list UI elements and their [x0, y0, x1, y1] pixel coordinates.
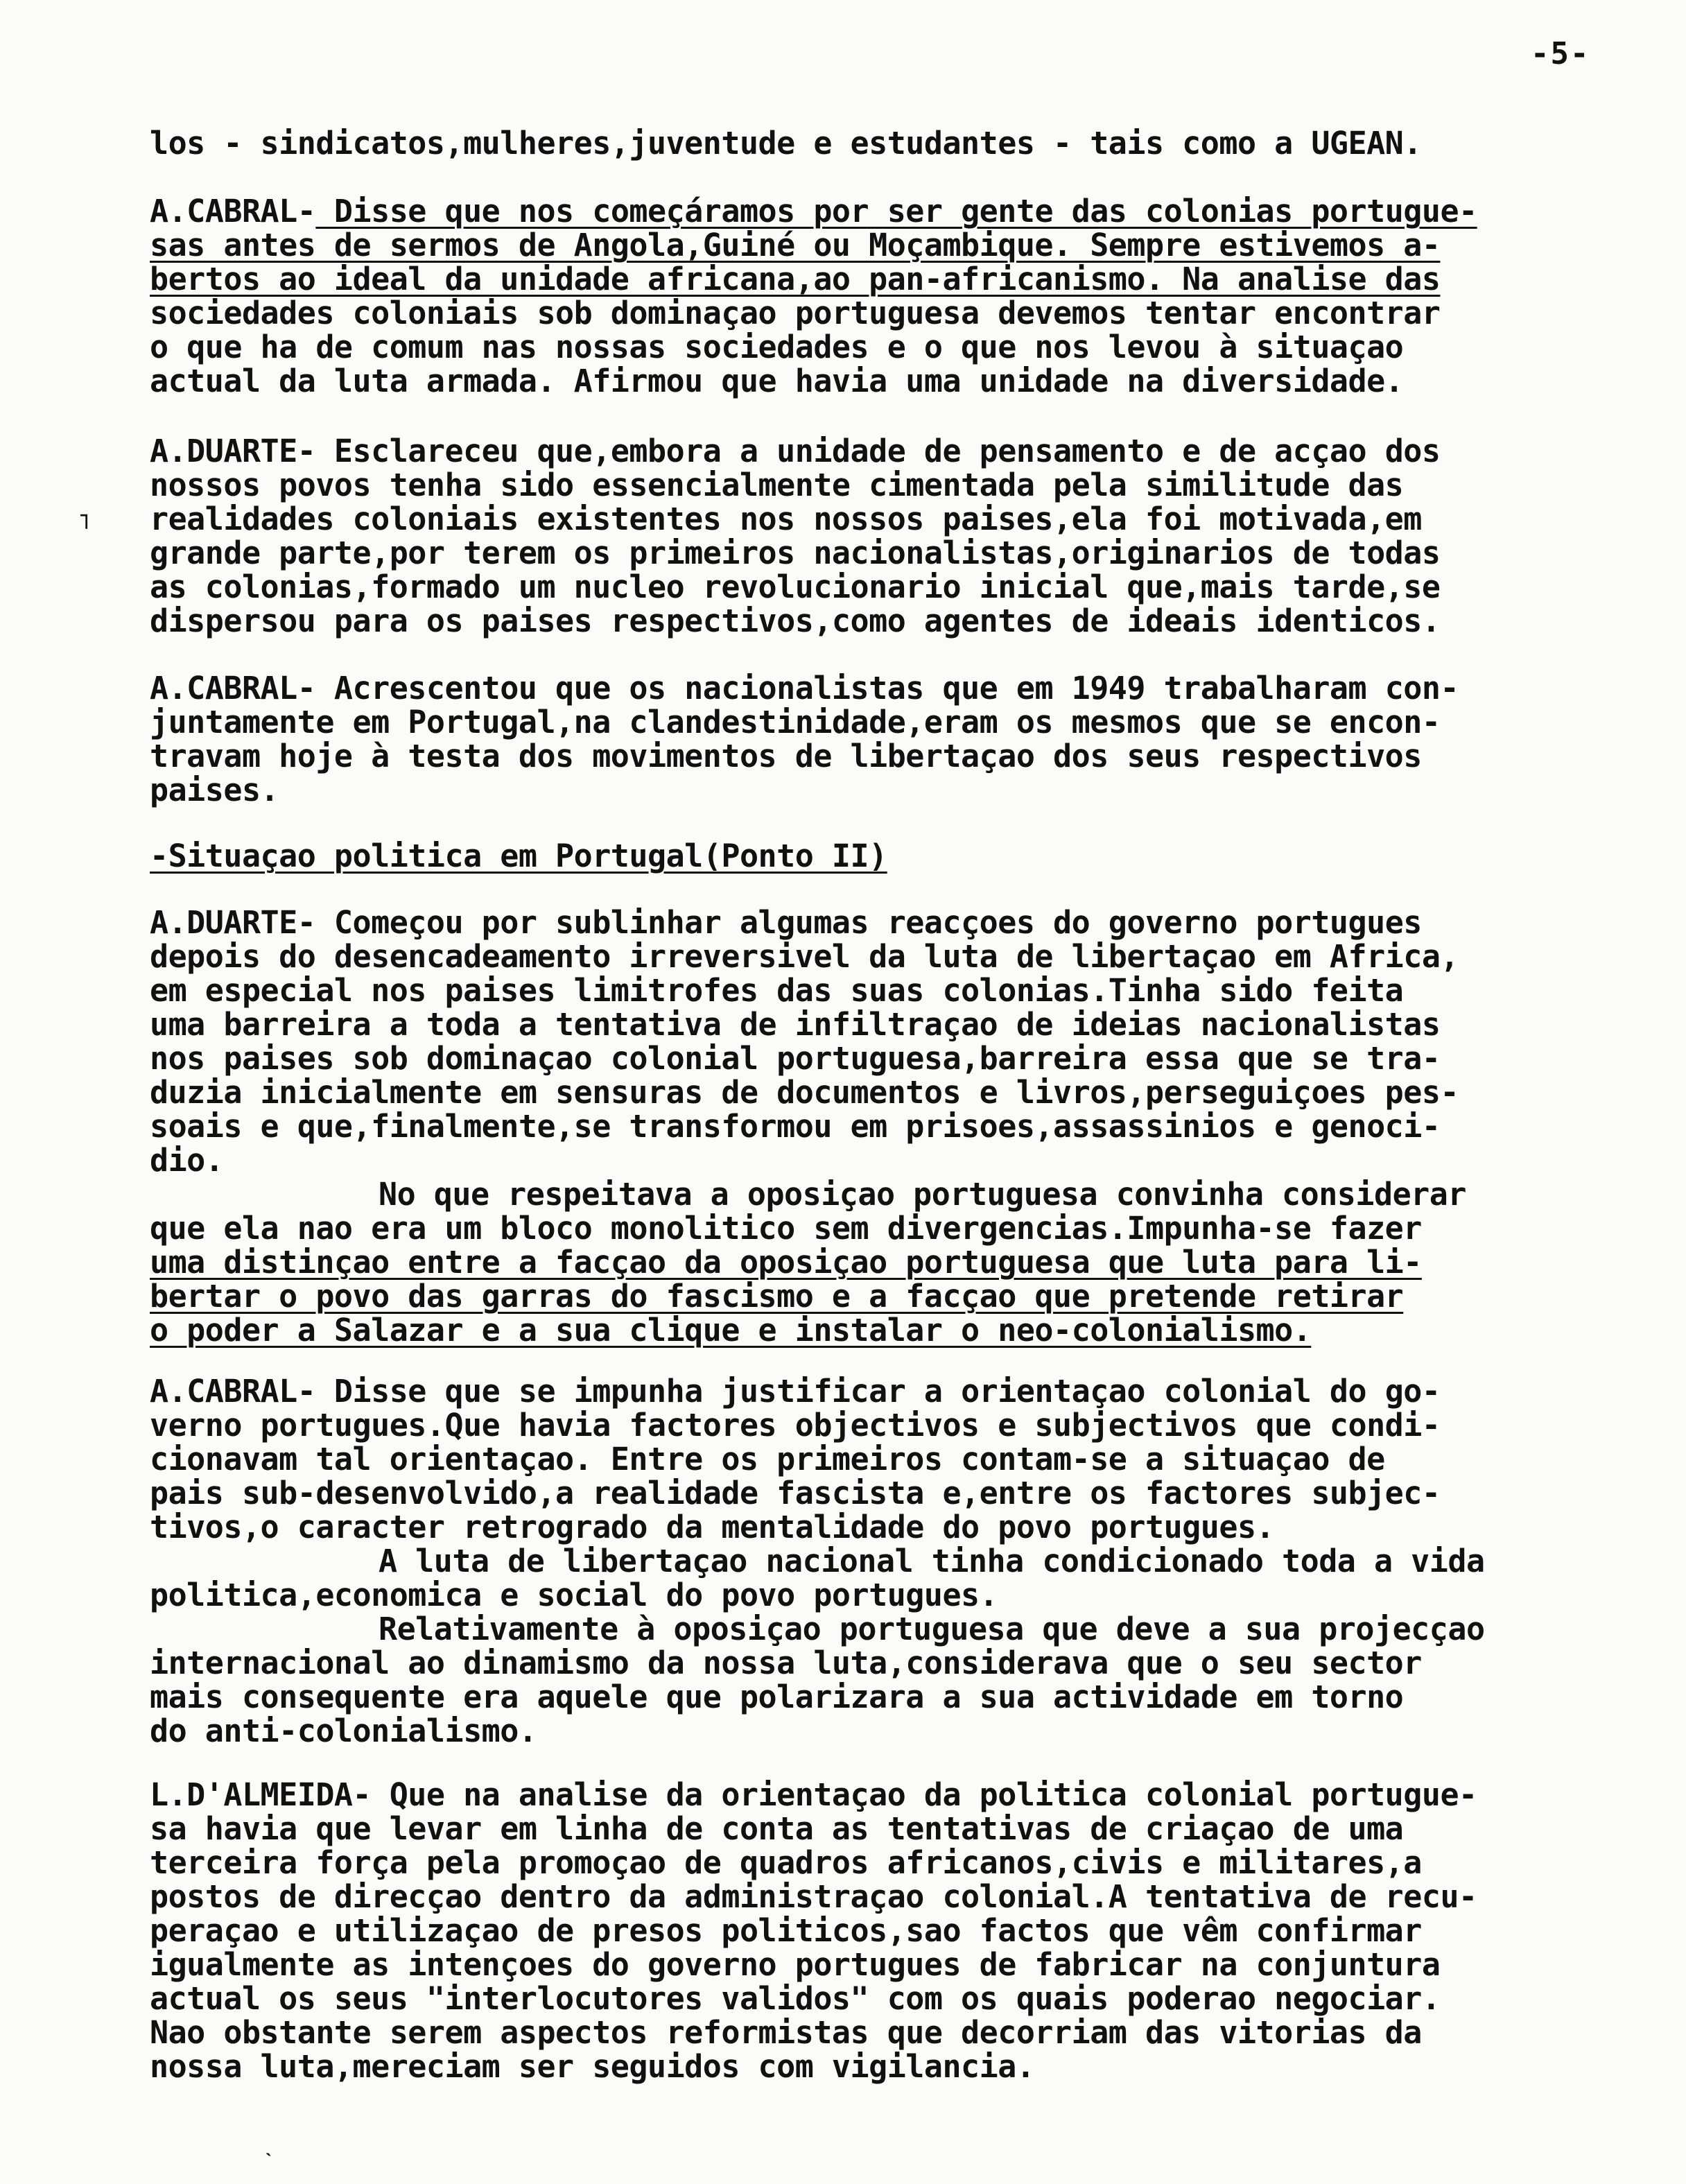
text-line: nos paises sob dominaçao colonial portuguesa,barreira essa que se tra-: [150, 1040, 1441, 1077]
heading-text: -Situaçao politica em Portugal(Ponto II): [150, 838, 887, 874]
text-line: Relativamente à oposiçao portuguesa que deve a sua projecçao: [379, 1611, 1485, 1647]
speaker-label: L.D'ALMEIDA-: [150, 1776, 372, 1813]
text-line: juntamente em Portugal,na clandestinidade,eram os mesmos que se encon-: [150, 704, 1441, 740]
paragraph-cabral-3: [150, 1374, 1633, 1748]
text-line: realidades coloniais existentes nos nossos paises,ela foi motivada,em: [150, 501, 1422, 537]
text-line: duzia inicialmente em sensuras de documentos e livros,perseguiçoes pes-: [150, 1074, 1459, 1111]
text-line: Disse que se impunha justificar a orientaçao colonial do go-: [315, 1373, 1441, 1410]
speaker-label: A.CABRAL-: [150, 193, 316, 229]
text-line: Que na analise da orientaçao da politica colonial portugue-: [371, 1776, 1477, 1813]
speaker-label: A.CABRAL-: [150, 1373, 316, 1410]
text-line: Começou por sublinhar algumas reacçoes do governo portugues: [315, 904, 1422, 941]
paragraph-duarte-2: [150, 905, 1633, 1347]
text-line: dispersou para os paises respectivos,como agentes de ideais identicos.: [150, 603, 1441, 639]
speaker-label: A.DUARTE-: [150, 433, 316, 469]
text-line: Esclareceu que,embora a unidade de pensamento e de acçao dos: [315, 433, 1441, 469]
text-line: terceira força pela promoçao de quadros africanos,civis e militares,a: [150, 1844, 1422, 1881]
paragraph-continuation: [150, 126, 1633, 160]
text-line: pais sub-desenvolvido,a realidade fascista e,entre os factores subjec-: [150, 1475, 1441, 1511]
page-number: -5-: [1531, 36, 1590, 71]
text-line: Acrescentou que os nacionalistas que em 1949 trabalharam con-: [315, 670, 1459, 707]
text-line: soais e que,finalmente,se transformou em prisoes,assassinios e genoci-: [150, 1108, 1441, 1145]
text-line: cionavam tal orientaçao. Entre os primeiros contam-se a situaçao de: [150, 1441, 1385, 1477]
paragraph-duarte-1: [150, 434, 1633, 638]
text-line: bertar o povo das garras do fascismo e a facçao que pretende retirar: [150, 1278, 1404, 1315]
text-line: actual os seus "interlocutores validos" com os quais poderao negociar.: [150, 1980, 1441, 2017]
text-line: do anti-colonialismo.: [150, 1713, 537, 1749]
speaker-label: A.CABRAL-: [150, 670, 316, 707]
text-line: A luta de libertaçao nacional tinha condicionado toda a vida: [379, 1543, 1485, 1579]
text-line: o poder a Salazar e a sua clique e instalar o neo-colonialismo.: [150, 1312, 1312, 1349]
text-line: o que ha de comum nas nossas sociedades e o que nos levou à situaçao: [150, 329, 1404, 365]
text-line: verno portugues.Que havia factores objectivos e subjectivos que condi-: [150, 1407, 1441, 1444]
text-line: uma distinçao entre a facçao da oposiçao portuguesa que luta para li-: [150, 1244, 1422, 1281]
text-line: mais consequente era aquele que polarizara a sua actividade em torno: [150, 1679, 1404, 1715]
text-line: sas antes de sermos de Angola,Guiné ou Moçambique. Sempre estivemos a-: [150, 227, 1441, 263]
text-line: los - sindicatos,mulheres,juventude e estudantes - tais como a UGEAN.: [150, 125, 1422, 162]
text-line: Nao obstante serem aspectos reformistas que decorriam das vitorias da: [150, 2014, 1422, 2051]
text-line: uma barreira a toda a tentativa de infiltraçao de ideias nacionalistas: [150, 1006, 1441, 1043]
text-line: sociedades coloniais sob dominaçao portuguesa devemos tentar encontrar: [150, 295, 1441, 331]
section-heading: [150, 839, 1633, 873]
text-line: que ela nao era um bloco monolitico sem divergencias.Impunha-se fazer: [150, 1210, 1422, 1247]
text-line: depois do desencadeamento irreversivel da luta de libertaçao em Africa,: [150, 938, 1459, 975]
text-line: internacional ao dinamismo da nossa luta,considerava que o seu sector: [150, 1645, 1422, 1681]
text-line: postos de direcçao dentro da administraçao colonial.A tentativa de recu-: [150, 1878, 1477, 1915]
text-line: nossos povos tenha sido essencialmente cimentada pela similitude das: [150, 467, 1404, 503]
text-line: sa havia que levar em linha de conta as tentativas de criaçao de uma: [150, 1810, 1404, 1847]
text-line: No que respeitava a oposiçao portuguesa convinha considerar: [379, 1176, 1466, 1213]
text-line: as colonias,formado um nucleo revolucionario inicial que,mais tarde,se: [150, 569, 1441, 605]
margin-mark: ˥: [78, 510, 91, 535]
text-line: igualmente as intençoes do governo portugues de fabricar na conjuntura: [150, 1946, 1441, 1983]
paragraph-cabral-1: [150, 194, 1633, 398]
text-line: peraçao e utilizaçao de presos politicos,sao factos que vêm confirmar: [150, 1912, 1422, 1949]
text-line: em especial nos paises limitrofes das suas colonias.Tinha sido feita: [150, 972, 1404, 1009]
margin-mark: ˋ: [262, 2149, 275, 2174]
text-line: actual da luta armada. Afirmou que havia uma unidade na diversidade.: [150, 363, 1404, 399]
paragraph-cabral-2: [150, 671, 1633, 807]
text-line: bertos ao ideal da unidade africana,ao pan-africanismo. Na analise das: [150, 261, 1441, 297]
text-line: grande parte,por terem os primeiros nacionalistas,originarios de todas: [150, 535, 1441, 571]
text-line: dio.: [150, 1142, 224, 1179]
text-line: nossa luta,mereciam ser seguidos com vigilancia.: [150, 2048, 1035, 2085]
text-line: tivos,o caracter retrogrado da mentalidade do povo portugues.: [150, 1509, 1275, 1545]
text-line: paises.: [150, 772, 279, 808]
paragraph-almeida: [150, 1778, 1633, 2083]
text-line: travam hoje à testa dos movimentos de libertaçao dos seus respectivos: [150, 738, 1422, 774]
text-line: politica,economica e social do povo portugues.: [150, 1577, 998, 1613]
text-line: Disse que nos começáramos por ser gente das colonias portugue-: [315, 193, 1477, 229]
speaker-label: A.DUARTE-: [150, 904, 316, 941]
